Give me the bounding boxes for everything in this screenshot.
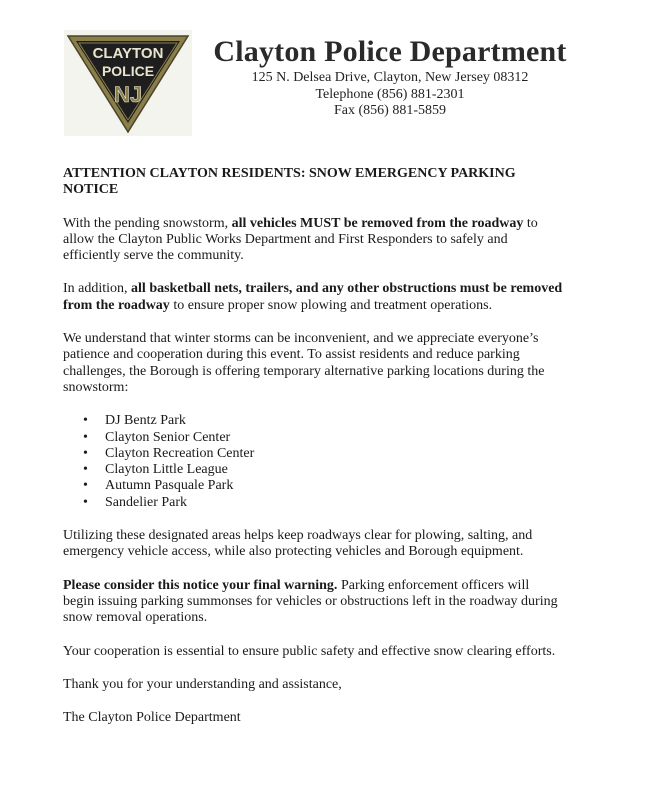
location-name: DJ Bentz Park bbox=[105, 413, 186, 429]
bullet-icon: • bbox=[83, 462, 88, 478]
location-name: Clayton Little League bbox=[105, 462, 228, 478]
list-item bbox=[63, 446, 563, 462]
list-item bbox=[63, 495, 563, 511]
department-fax: Fax (856) 881-5859 bbox=[334, 103, 446, 118]
paragraph-obstructions-rest: to ensure proper snow plowing and treatment operations. bbox=[169, 297, 493, 313]
notice-body bbox=[63, 166, 563, 743]
letterhead bbox=[200, 34, 580, 120]
paragraph-obstructions bbox=[63, 281, 563, 314]
location-name: Clayton Senior Center bbox=[105, 429, 231, 445]
list-item bbox=[63, 413, 563, 429]
paragraph-final-warning bbox=[63, 578, 563, 627]
paragraph-designated-areas: Utilizing these designated areas helps keep roadways clear for plowing, salting, and emergency vehicle access, while also protecting vehicles and Borough equipment. bbox=[63, 528, 533, 560]
parking-locations-list bbox=[63, 413, 563, 511]
final-warning-rest: Parking enforcement officers will begin issuing parking summonses for vehicles or obstructions left in the roadway during snow removal operations. bbox=[63, 577, 558, 626]
location-name: Clayton Recreation Center bbox=[105, 445, 255, 461]
department-title: Clayton Police Department bbox=[213, 35, 567, 68]
list-item bbox=[63, 478, 563, 494]
department-logo bbox=[64, 30, 192, 136]
bullet-icon: • bbox=[83, 494, 88, 510]
signature: The Clayton Police Department bbox=[63, 710, 241, 726]
list-item bbox=[63, 462, 563, 478]
paragraph-vehicles-rest: to allow the Clayton Public Works Department and First Responders to safely and efficiently serve the community. bbox=[63, 215, 538, 264]
bullet-icon: • bbox=[83, 413, 88, 429]
paragraph-vehicles-intro: With the pending snowstorm, bbox=[63, 215, 232, 231]
paragraph-vehicles bbox=[63, 216, 563, 265]
paragraph-obstructions-intro: In addition, bbox=[63, 281, 132, 297]
logo-text-police: POLICE bbox=[101, 63, 155, 79]
paragraph-alternative-parking: We understand that winter storms can be inconvenient, and we appreciate everyone’s patience and cooperation during this event. To assist residents and reduce parking challenges, the Borough is offering temporary alternative parking locations during the snowstorm: bbox=[63, 331, 545, 395]
department-address: 125 N. Delsea Drive, Clayton, New Jersey 08312 bbox=[251, 70, 529, 85]
logo-text-nj: NJ bbox=[113, 82, 143, 107]
paragraph-vehicles-emphasis: all vehicles MUST be removed from the roadway bbox=[231, 215, 524, 231]
department-telephone: Telephone (856) 881-2301 bbox=[315, 86, 465, 102]
bullet-icon: • bbox=[83, 429, 88, 445]
closing-line: Thank you for your understanding and assistance, bbox=[63, 676, 342, 692]
bullet-icon: • bbox=[83, 445, 88, 461]
final-warning-emphasis: Please consider this notice your final warning. bbox=[63, 577, 338, 593]
bullet-icon: • bbox=[83, 478, 88, 494]
location-name: Sandelier Park bbox=[105, 494, 188, 510]
notice-title: ATTENTION CLAYTON RESIDENTS: SNOW EMERGENCY PARKING NOTICE bbox=[63, 166, 516, 198]
paragraph-obstructions-emphasis: all basketball nets, trailers, and any other obstructions must be removed from the roadway bbox=[63, 281, 563, 313]
list-item bbox=[63, 430, 563, 446]
police-badge-icon bbox=[64, 30, 192, 136]
logo-text-clayton: CLAYTON bbox=[92, 45, 164, 62]
paragraph-cooperation: Your cooperation is essential to ensure public safety and effective snow clearing efforts. bbox=[63, 643, 556, 659]
location-name: Autumn Pasquale Park bbox=[105, 478, 234, 494]
